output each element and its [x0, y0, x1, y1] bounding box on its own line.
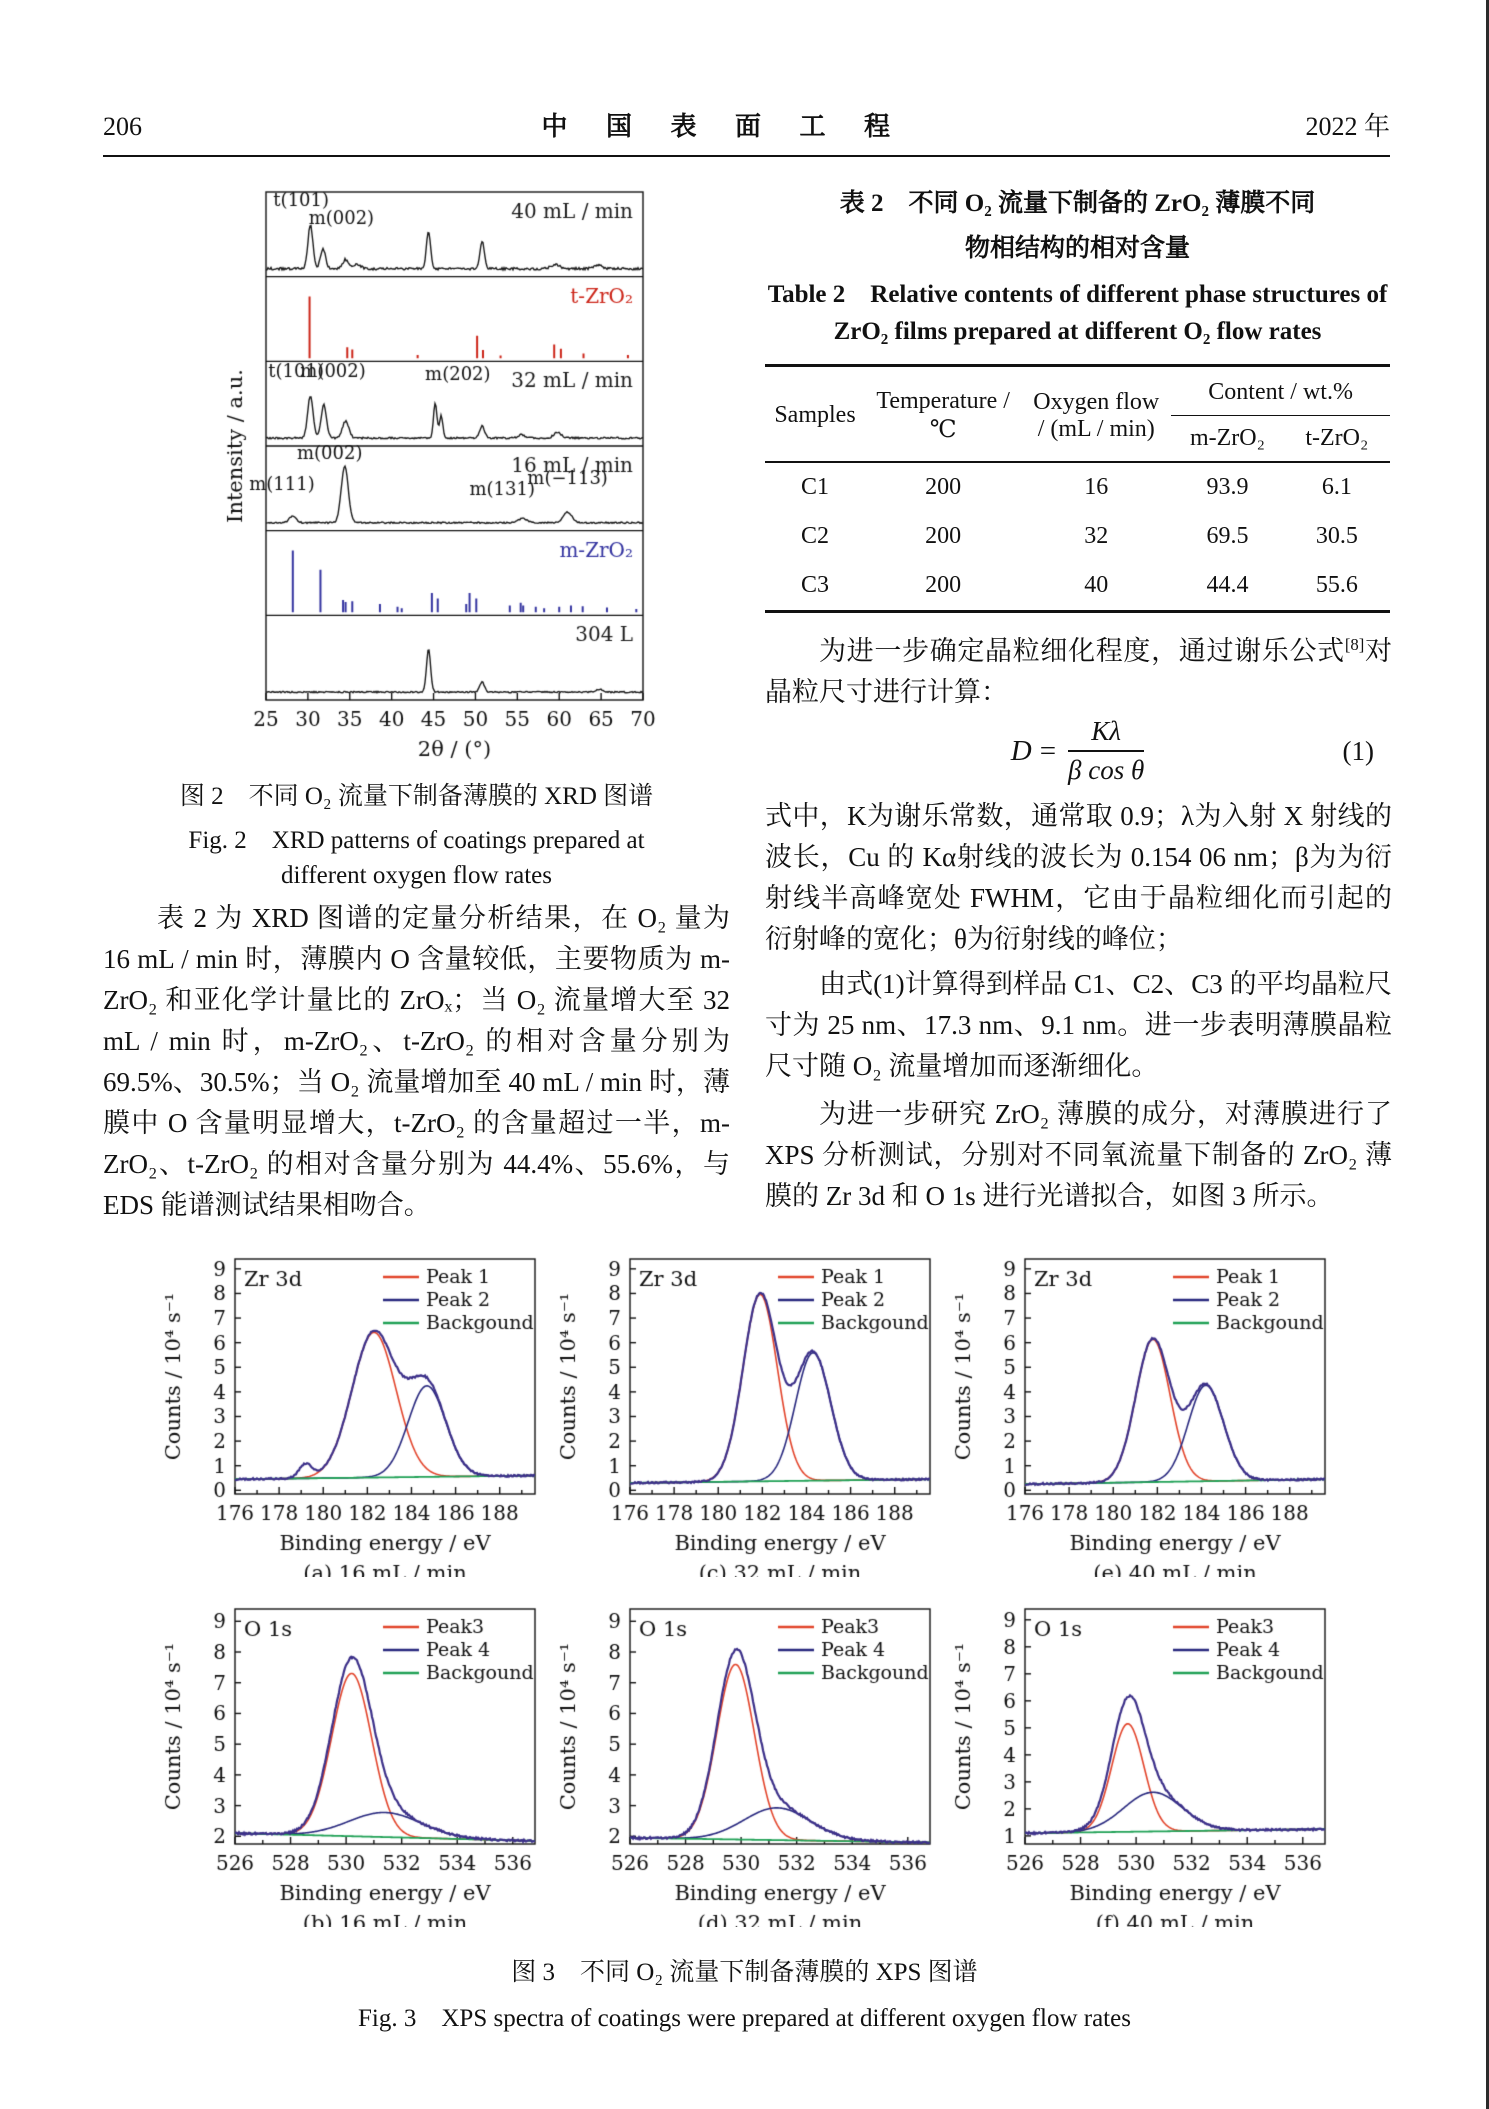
- p1-citation: [8]: [1344, 635, 1365, 654]
- table2-body: [765, 462, 1390, 612]
- table-cell: 40: [1084, 572, 1109, 598]
- table-cell: 55.6: [1315, 572, 1358, 598]
- table-cell: 16: [1021, 462, 1171, 512]
- fig2-caption-en-line2: different oxygen flow rates: [281, 862, 552, 889]
- table-cell: C3: [800, 572, 829, 598]
- table-cell: 200: [865, 462, 1021, 512]
- xps-panel-f-canvas: [950, 1597, 1340, 1927]
- table-cell: 30.5: [1315, 523, 1358, 549]
- equation-equals: =: [1039, 734, 1057, 767]
- equation-number: (1): [1342, 735, 1374, 766]
- table2-head: [765, 366, 1390, 463]
- table-cell: 200: [925, 523, 962, 549]
- oxygen-flow-line2: / (mL / min): [1037, 415, 1155, 442]
- table-cell: C1: [765, 462, 865, 512]
- table-cell: 200: [925, 572, 962, 598]
- xps-panel-c-canvas: [555, 1247, 945, 1577]
- journal-title: 中 国 表 面 工 程: [541, 112, 906, 141]
- equation-lhs: D: [1010, 734, 1032, 767]
- fig3-caption-cn: 图 3 不同 O₂ 流量下制备薄膜的 XPS 图谱: [511, 1959, 978, 1986]
- p1-text-a: 为进一步确定晶粒细化程度，通过谢乐公式: [819, 636, 1345, 666]
- equation-numerator: Kλ: [1068, 716, 1144, 752]
- table-row: [765, 512, 1390, 561]
- table2-caption-en-line1: Table 2 Relative contents of different phase structures of: [767, 281, 1388, 308]
- col-header-content: Content / wt.%: [1171, 366, 1390, 416]
- xps-panel-b-canvas: [160, 1597, 550, 1927]
- table-cell: 32: [1084, 523, 1109, 549]
- equation-fraction: [1068, 716, 1144, 786]
- table-cell: 44.4: [1206, 572, 1249, 598]
- p1-text-b: 对晶粒尺寸进行计算：: [765, 636, 1393, 707]
- table-cell: 93.9: [1171, 462, 1284, 512]
- table2-caption-cn-line1: 表 2 不同 O₂ 流量下制备的 ZrO₂ 薄膜不同: [839, 190, 1316, 217]
- table2-caption-cn-line2: 物相结构的相对含量: [964, 235, 1190, 262]
- col-header-t-zro2: t-ZrO₂: [1305, 425, 1369, 451]
- right-paragraph-1: [765, 624, 1392, 713]
- right-paragraph-4: 为进一步研究 ZrO₂ 薄膜的成分，对薄膜进行了 XPS 分析测试，分别对不同氧流量下制备的 ZrO₂ 薄膜的 Zr 3d 和 O 1s 进行光谱拟合，如图 3 所示。: [765, 1099, 1392, 1211]
- publication-year: 2022 年: [1305, 112, 1390, 141]
- equation-denominator: β cos θ: [1068, 755, 1145, 785]
- table-2: [765, 364, 1390, 613]
- fig3-caption-en: Fig. 3 XPS spectra of coatings were prepared at different oxygen flow rates: [358, 2005, 1131, 2032]
- table-cell: C2: [800, 523, 829, 549]
- right-paragraph-2: 式中，K为谢乐常数，通常取 0.9；λ为入射 X 射线的波长，Cu 的 Kα射线的波长为 0.154 06 nm；β为为衍射线半高峰宽处 FWHM，它由于晶粒细化而引起的衍射峰的宽化；θ为衍射线的峰位；: [765, 801, 1392, 954]
- xrd-figure-canvas: [158, 178, 798, 778]
- fig2-caption-cn: 图 2 不同 O₂ 流量下制备薄膜的 XRD 图谱: [179, 783, 654, 810]
- right-paragraph-3: 由式(1)计算得到样品 C1、C2、C3 的平均晶粒尺寸为 25 nm、17.3 nm、9.1 nm。进一步表明薄膜晶粒尺寸随 O₂ 流量增加而逐渐细化。: [765, 969, 1392, 1081]
- col-header-temperature: Temperature / ℃: [876, 387, 1010, 443]
- col-header-oxygen-flow: [1021, 366, 1171, 463]
- fig2-caption-en-line1: Fig. 2 XRD patterns of coatings prepared at: [188, 827, 645, 854]
- xps-panel-d-canvas: [555, 1597, 945, 1927]
- col-header-m-zro2: m-ZrO₂: [1189, 425, 1265, 451]
- col-header-samples: Samples: [774, 402, 856, 428]
- page-number: 206: [103, 112, 142, 141]
- page-header: [103, 106, 1390, 143]
- table-row: [765, 561, 1390, 612]
- left-paragraph: 表 2 为 XRD 图谱的定量分析结果，在 O₂ 量为 16 mL / min 时，薄膜内 O 含量较低，主要物质为 m-ZrO₂ 和亚化学计量比的 ZrOₓ；当 O₂ 流量增大至 32 mL / min 时，m-ZrO₂、t-ZrO₂ 的相对含量分别为 69.5%、30.5%；当 O₂ 流量增加至 40 mL / min 时，薄膜中 O 含量明显增大，t-ZrO₂ 的含量超过一半，m-ZrO₂、t-ZrO₂ 的相对含量分别为 44.4%、55.6%，与 EDS 能谱测试结果相吻合。: [103, 903, 730, 1220]
- xps-panel-a-canvas: [160, 1247, 550, 1577]
- xps-panel-e-canvas: [950, 1247, 1340, 1577]
- equation-1: [765, 708, 1390, 794]
- oxygen-flow-line1: Oxygen flow: [1033, 388, 1160, 415]
- table-cell: 69.5: [1206, 523, 1249, 549]
- header-rule: [103, 155, 1390, 157]
- table-cell: 6.1: [1284, 462, 1390, 512]
- table2-caption-en-line2: ZrO₂ films prepared at different O₂ flow rates: [833, 318, 1322, 345]
- table-row: [765, 462, 1390, 512]
